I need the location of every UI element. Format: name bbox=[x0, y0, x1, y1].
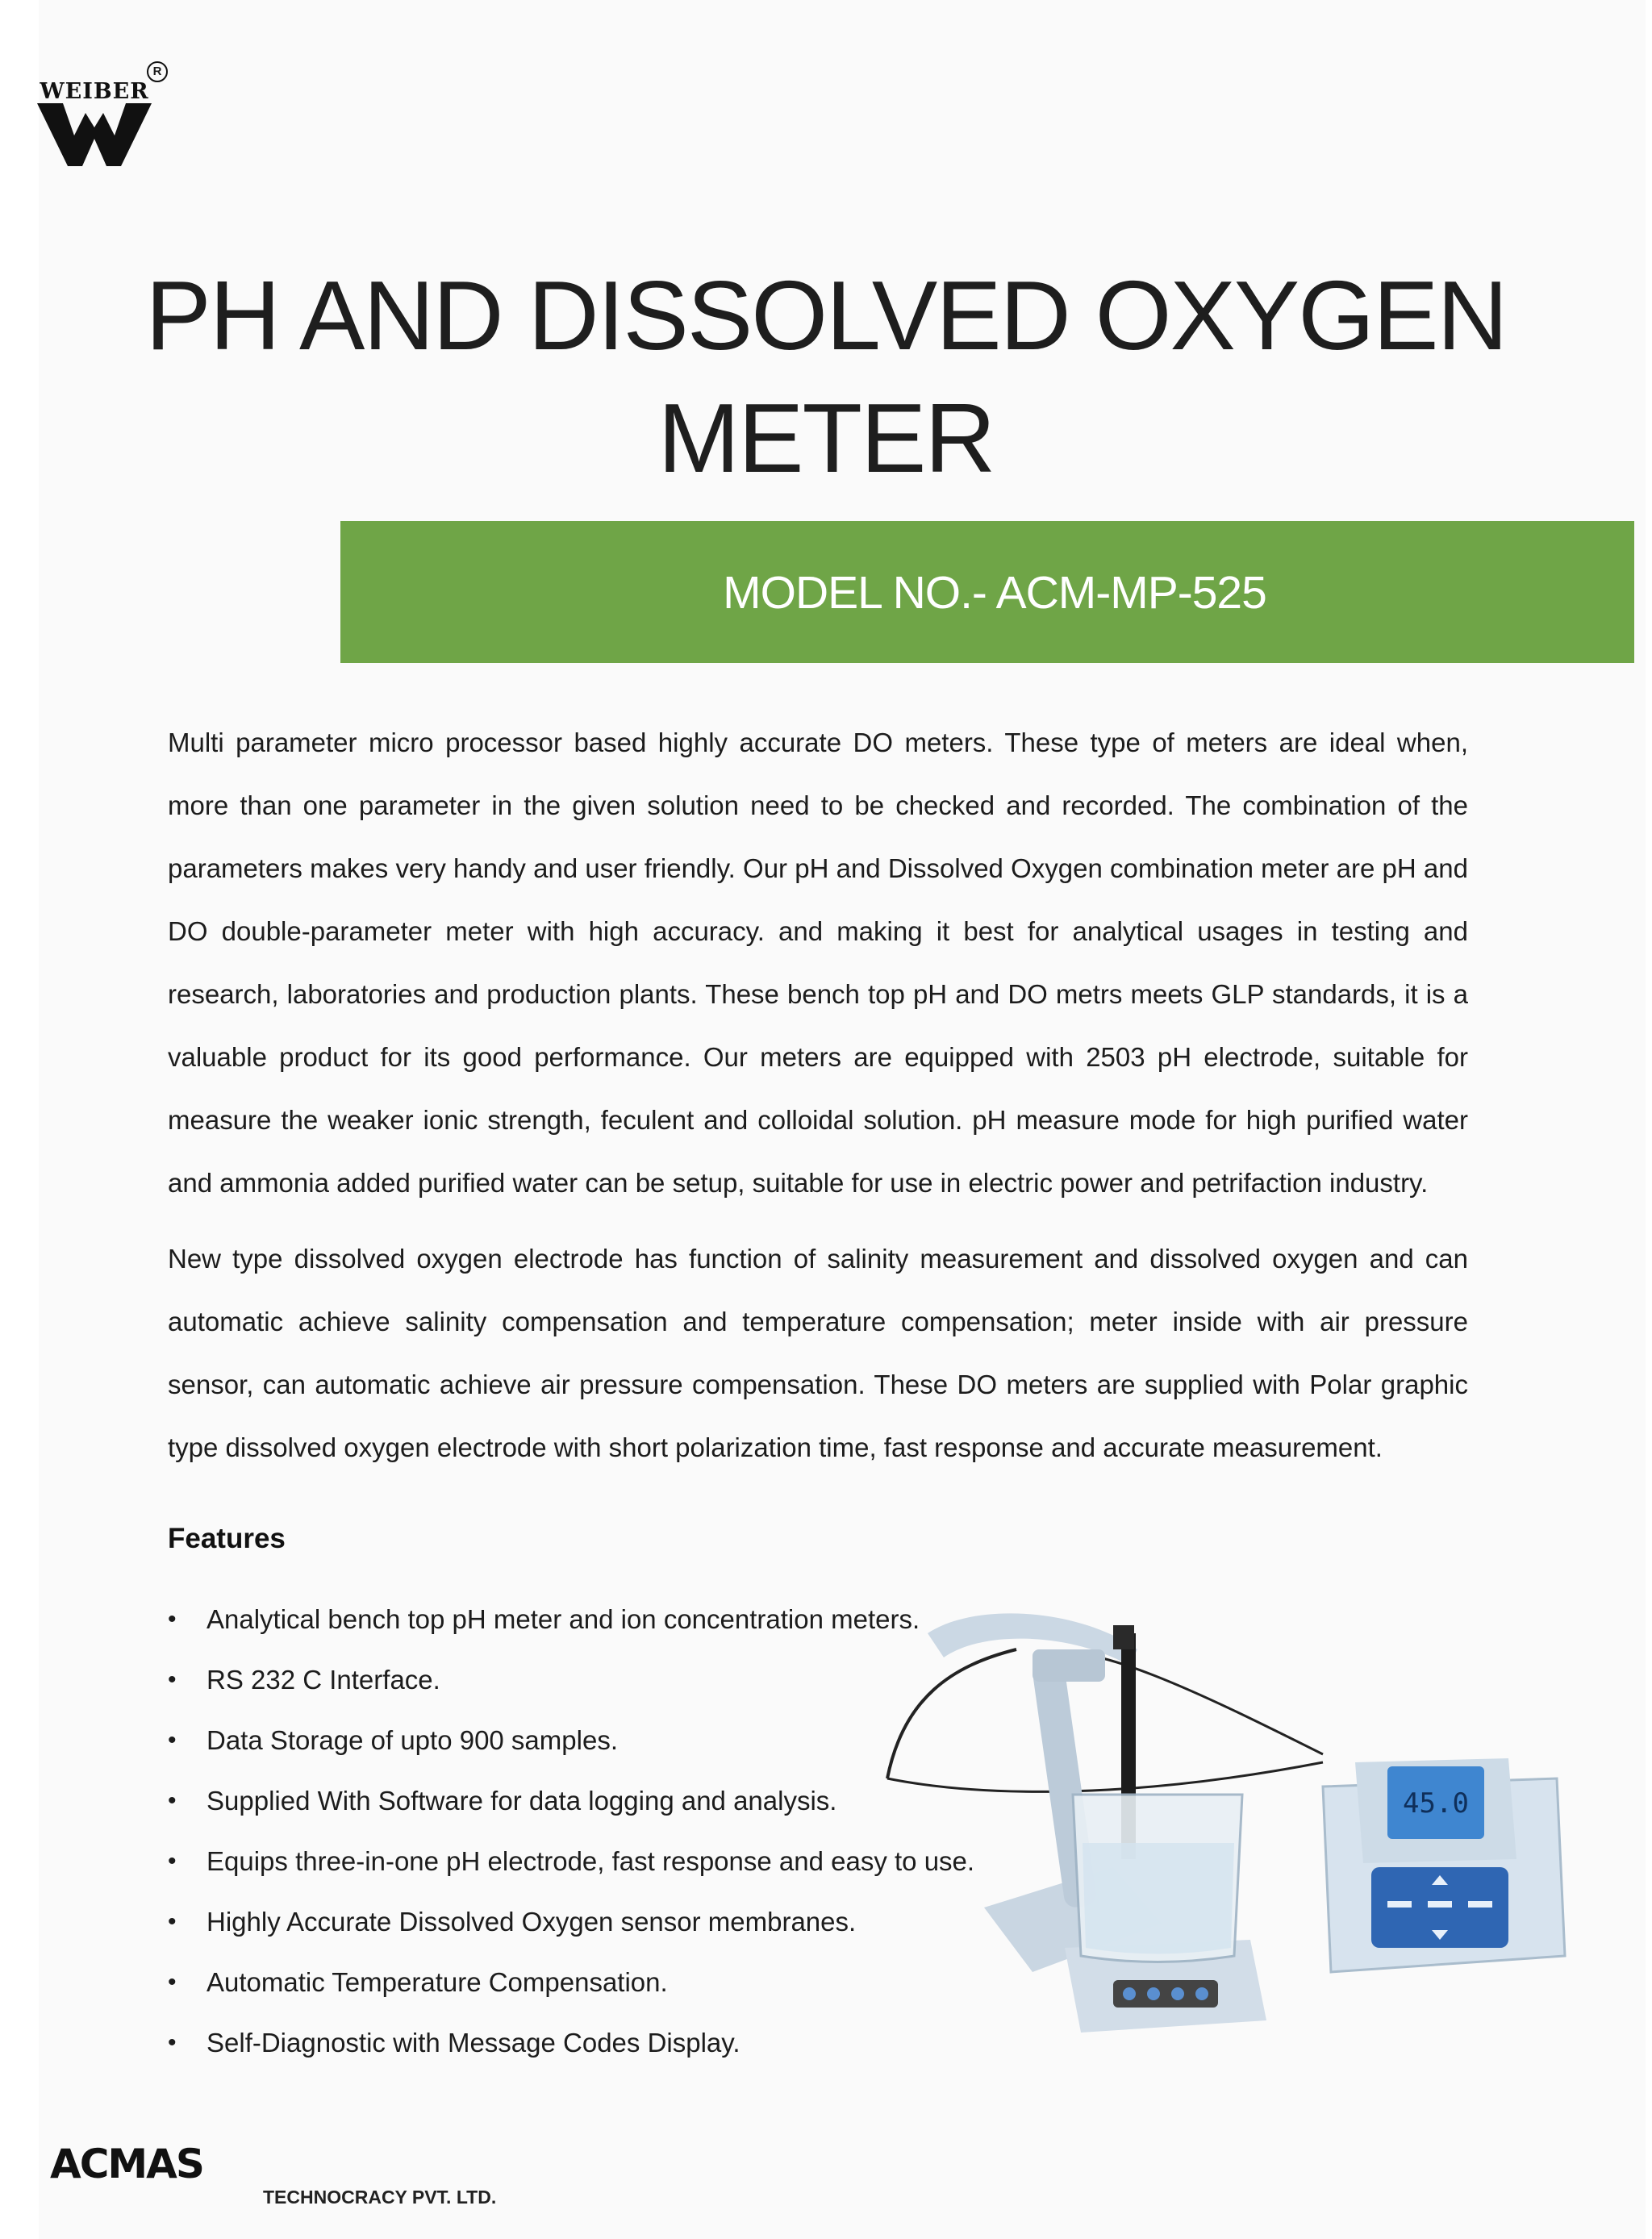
description-paragraph-2: New type dissolved oxygen electrode has function of salinity measurement and dissolved oxygen and can automatic achieve salinity compensation and temperature compensation; meter inside with air pressure sensor, can automatic achieve air pressure compensation. These DO meters are supplied with Polar graphic type dissolved oxygen electrode with short polarization time, fast response and accurate measurement. bbox=[168, 1244, 1468, 1462]
feature-text: Automatic Temperature Compensation. bbox=[206, 1967, 668, 1997]
feature-item bbox=[168, 1710, 974, 1770]
feature-item bbox=[168, 1952, 974, 2012]
feature-item bbox=[168, 1831, 974, 1891]
model-number: MODEL NO.- ACM-MP-525 bbox=[723, 567, 1266, 619]
feature-item bbox=[168, 1770, 974, 1831]
weiber-w-icon bbox=[37, 103, 152, 168]
feature-text: Data Storage of upto 900 samples. bbox=[206, 1725, 618, 1755]
features-list bbox=[168, 1589, 974, 2073]
bullet-icon: • bbox=[168, 1666, 177, 1693]
page-title-line-2: METER bbox=[657, 383, 995, 493]
feature-text: Equips three-in-one pH electrode, fast response and easy to use. bbox=[206, 1846, 975, 1876]
feature-item bbox=[168, 1891, 974, 1952]
feature-text: Self-Diagnostic with Message Codes Display. bbox=[206, 2028, 740, 2058]
feature-item bbox=[168, 1649, 974, 1710]
feature-text: Supplied With Software for data logging and analysis. bbox=[206, 1786, 837, 1816]
feature-text: RS 232 C Interface. bbox=[206, 1665, 440, 1695]
bullet-icon: • bbox=[168, 2029, 177, 2056]
features-heading: Features bbox=[168, 1523, 286, 1554]
feature-item bbox=[168, 2012, 974, 2073]
product-image-ph-do-meter bbox=[871, 1601, 1573, 2053]
weiber-logo bbox=[37, 61, 166, 174]
bullet-icon: • bbox=[168, 1787, 177, 1814]
description-paragraph-1: Multi parameter micro processor based highly accurate DO meters. These type of meters are ideal when, more than one parameter in the given solution need to be checked and recorded. The combination of the parameters makes very handy and user friendly. Our pH and Dissolved Oxygen combination meter are pH and DO double-parameter meter with high accuracy. and making it best for analytical usages in testing and research, laboratories and production plants. These bench top pH and DO metrs meets GLP standards, it is a valuable product for its good performance. Our meters are equipped with 2503 pH electrode, suitable for measure the weaker ionic strength, feculent and colloidal solution. pH measure mode for high purified water and ammonia added purified water can be setup, suitable for use in electric power and petrifaction industry. bbox=[168, 728, 1468, 1198]
page-title-line-1: PH AND DISSOLVED OXYGEN bbox=[145, 261, 1507, 370]
footer-company-name: TECHNOCRACY PVT. LTD. bbox=[263, 2187, 497, 2208]
feature-text: Highly Accurate Dissolved Oxygen sensor membranes. bbox=[206, 1907, 857, 1937]
acmas-logo-text: ACMAS bbox=[50, 2144, 203, 2184]
registered-mark: R bbox=[147, 61, 168, 82]
bullet-icon: • bbox=[168, 1969, 177, 1995]
acmas-logo bbox=[50, 2144, 257, 2184]
bullet-icon: • bbox=[168, 1606, 177, 1632]
model-number-banner bbox=[340, 521, 1634, 663]
bullet-icon: • bbox=[168, 1848, 177, 1874]
feature-text: Analytical bench top pH meter and ion concentration meters. bbox=[206, 1604, 920, 1634]
feature-item bbox=[168, 1589, 974, 1649]
meter-display-reading: 45.0 bbox=[1403, 1787, 1469, 1820]
bullet-icon: • bbox=[168, 1908, 177, 1935]
weiber-logo-text: WEIBER bbox=[40, 79, 149, 104]
bullet-icon: • bbox=[168, 1727, 177, 1753]
